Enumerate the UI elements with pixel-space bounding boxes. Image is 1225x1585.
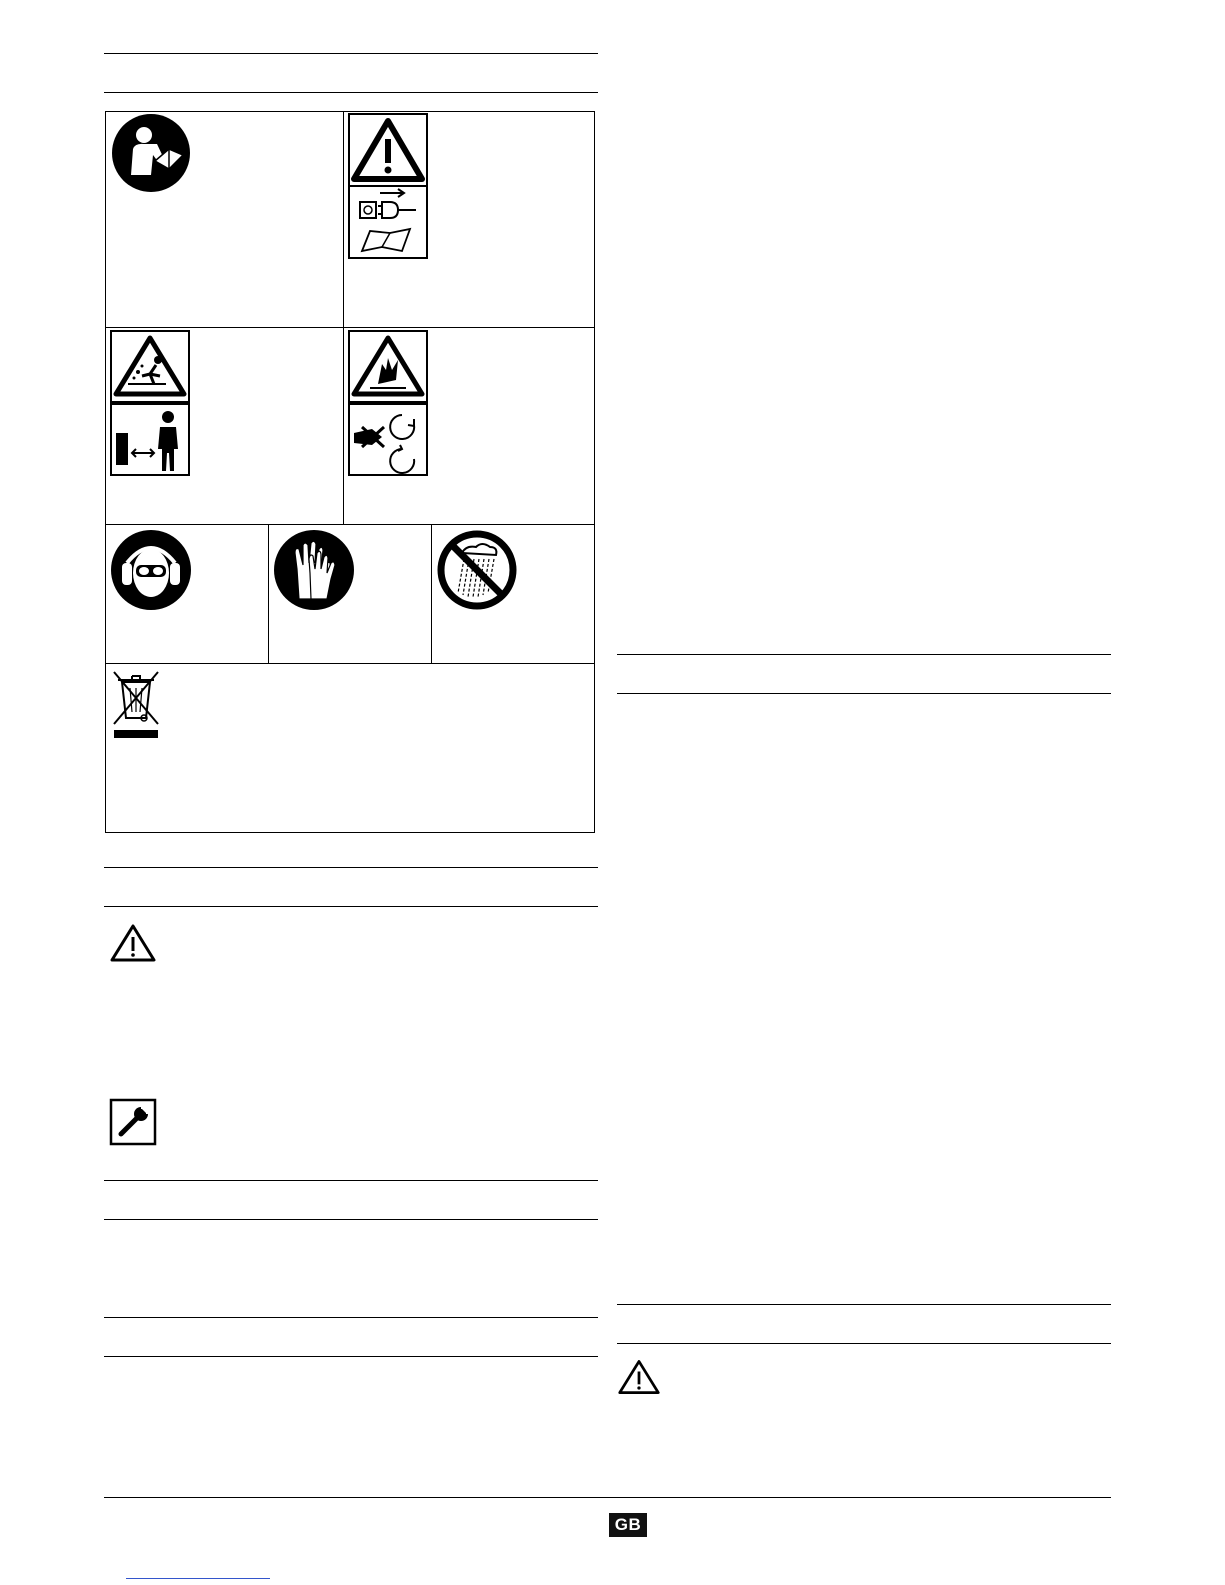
table-divider <box>105 524 595 525</box>
footer-rule <box>104 1497 1111 1498</box>
rotating-blades-icon <box>348 403 428 476</box>
section-rule <box>104 1356 598 1357</box>
footer-link-underline[interactable] <box>126 1578 270 1579</box>
warning-unplug-icon <box>348 113 428 261</box>
section-rule <box>617 693 1111 694</box>
warning-icon <box>617 1358 661 1396</box>
wrench-icon <box>109 1098 157 1146</box>
crossed-bin-icon <box>110 668 162 740</box>
keep-distance-icon <box>110 403 190 476</box>
warning-icon <box>109 923 157 963</box>
table-divider <box>268 524 269 663</box>
table-divider <box>105 663 595 664</box>
gloves-icon <box>273 529 355 611</box>
section-rule <box>104 867 598 868</box>
thrown-objects-icon <box>110 330 190 403</box>
section-rule <box>104 1317 598 1318</box>
language-badge: GB <box>609 1513 647 1537</box>
section-rule-top <box>104 53 598 54</box>
no-rain-icon <box>436 529 518 611</box>
section-rule <box>617 654 1111 655</box>
read-manual-icon <box>111 113 191 193</box>
ear-eye-protection-icon <box>110 529 192 611</box>
cutting-hazard-icon <box>348 330 428 403</box>
section-rule <box>104 1219 598 1220</box>
table-divider <box>431 524 432 663</box>
section-rule <box>617 1343 1111 1344</box>
table-divider <box>343 111 344 524</box>
section-rule <box>104 1180 598 1181</box>
section-rule <box>617 1304 1111 1305</box>
section-rule-top-bottom <box>104 92 598 93</box>
table-divider <box>105 327 595 328</box>
section-rule <box>104 906 598 907</box>
